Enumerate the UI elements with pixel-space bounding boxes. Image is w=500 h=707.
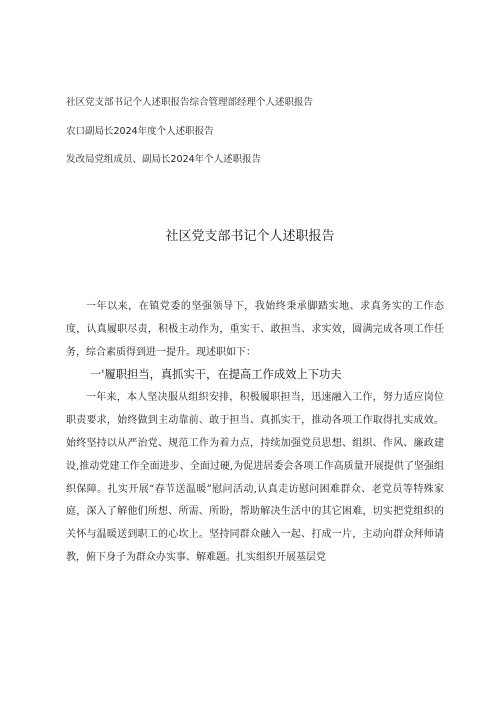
related-reports-list xyxy=(66,96,466,167)
intro-paragraph: 一年以来，在镇党委的坚强领导下，我始终秉承脚踏实地、求真务实的工作态度，认真履职尽责，积极主动作为，重实干、敢担当、求实效，圆满完成各项工作任务，综合素质得到进一提升。现述职如下： xyxy=(66,301,444,358)
document-body xyxy=(66,296,444,570)
related-report-link[interactable]: 农口副局长2024年度个人述职报告 xyxy=(66,125,214,137)
related-report-link[interactable]: 社区党支部书记个人述职报告综合管理部经理个人述职报告 xyxy=(66,97,314,108)
related-report-link[interactable]: 发改局党组成员、副局长2024年个人述职报告 xyxy=(66,154,262,165)
section-paragraph: 一年来，本人坚决服从组织安排，积极履职担当，迅速融入工作，努力适应岗位职责要求，始终做到主动靠前、敢于担当、真抓实干，推动各项工作取得扎实成效。始终坚持以从严治党、规范工作为着力点，持续加强党员思想、组织、作风、廉政建设,推动党建工作全面进步、全面过硬,为促进居委会各项工作高质量开展提供了坚强组织保障。扎实开展“春节送温暖”慰问活动,认真走访慰问困难群众、老党员等特殊家庭，深入了解他们所想、所需、所盼，帮助解决生活中的其它困难，切实把党组织的关怀与温暖送到职工的心坎上。坚持同群众融入一起、打成一片，主动向群众拜师请教，俯下身子为群众办实事、解难题。扎实组织开展基层党 xyxy=(66,392,444,563)
document-title: 社区党支部书记个人述职报告 xyxy=(165,229,335,244)
section-heading: 一'履职担当，真抓实干，在提高工作成效上下功夫 xyxy=(90,368,342,382)
